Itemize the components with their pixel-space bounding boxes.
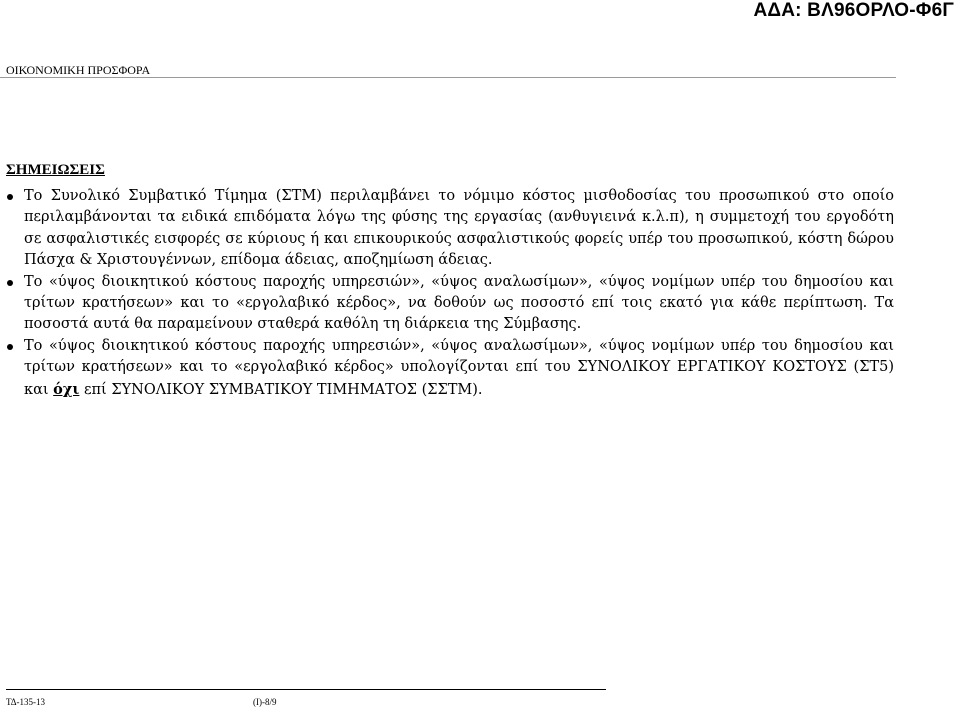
bullet-icon xyxy=(7,344,13,350)
note-text: Το «ύψος διοικητικού κόστους παροχής υπηρεσιών», «ύψος αναλωσίμων», «ύψος νομίμων υπέρ του δημοσίου και τρίτων κρατήσεων» και το «εργολαβικό κέρδος», να δοθούν ως ποσοστό επί τοις εκατό για κάθε περίπτωση. Τα ποσοστά αυτά θα παραμείνουν σταθερά καθόλη τη διάρκεια της Σύμβασης. xyxy=(24,273,894,333)
note-text-before: Το «ύψος διοικητικού κόστους παροχής υπηρεσιών», «ύψος αναλωσίμων», «ύψος νομίμων υπέρ του δημοσίου και τρίτων κρατήσεων» και το «εργολαβικό κέρδος» υπολογίζονται επί του ΣΥΝΟΛΙΚΟΥ ΕΡΓΑΤΙΚΟΥ ΚΟΣΤΟΥΣ (ΣΤ5) και xyxy=(24,337,894,398)
footer-document-code: ΤΔ-135-13 xyxy=(6,697,46,707)
document-header-title: ΟΙΚΟΝΟΜΙΚΗ ΠΡΟΣΦΟΡΑ xyxy=(6,63,151,77)
list-item xyxy=(6,272,894,336)
note-text: Το Συνολικό Συμβατικό Τίμημα (ΣΤΜ) περιλαμβάνει το νόμιμο κόστος μισθοδοσίας του προσωπικού στο οποίο περιλαμβάνονται τα ειδικά επιδόματα λόγω της φύσης της εργασίας (ανθυγιεινά κ.λ.π), η συμμετοχή του εργοδότη σε ασφαλιστικές εισφορές σε κύριους ή και επικουρικούς ασφαλιστικούς φορείς υπέρ του προσωπικού, κόστη δώρου Πάσχα & Χριστουγέννων, επίδομα άδειας, αποζημίωση άδειας. xyxy=(24,188,894,269)
header-divider xyxy=(0,77,896,78)
notes-list xyxy=(6,186,894,401)
ada-stamp: ΑΔΑ: ΒΛ96ΟΡΛΟ-Φ6Γ xyxy=(753,0,954,21)
bullet-icon xyxy=(7,194,13,200)
note-emphasis: όχι xyxy=(53,380,80,398)
note-text-after: επί ΣΥΝΟΛΙΚΟΥ ΣΥΜΒΑΤΙΚΟΥ ΤΙΜΗΜΑΤΟΣ (ΣΣΤΜ). xyxy=(79,381,483,398)
notes-section xyxy=(6,162,894,401)
list-item xyxy=(6,186,894,272)
bullet-icon xyxy=(7,280,13,286)
footer-page-number: (Ι)-8/9 xyxy=(253,697,277,707)
notes-heading: ΣΗΜΕΙΩΣΕΙΣ xyxy=(6,162,105,178)
list-item xyxy=(6,336,894,401)
footer-divider xyxy=(6,689,606,690)
